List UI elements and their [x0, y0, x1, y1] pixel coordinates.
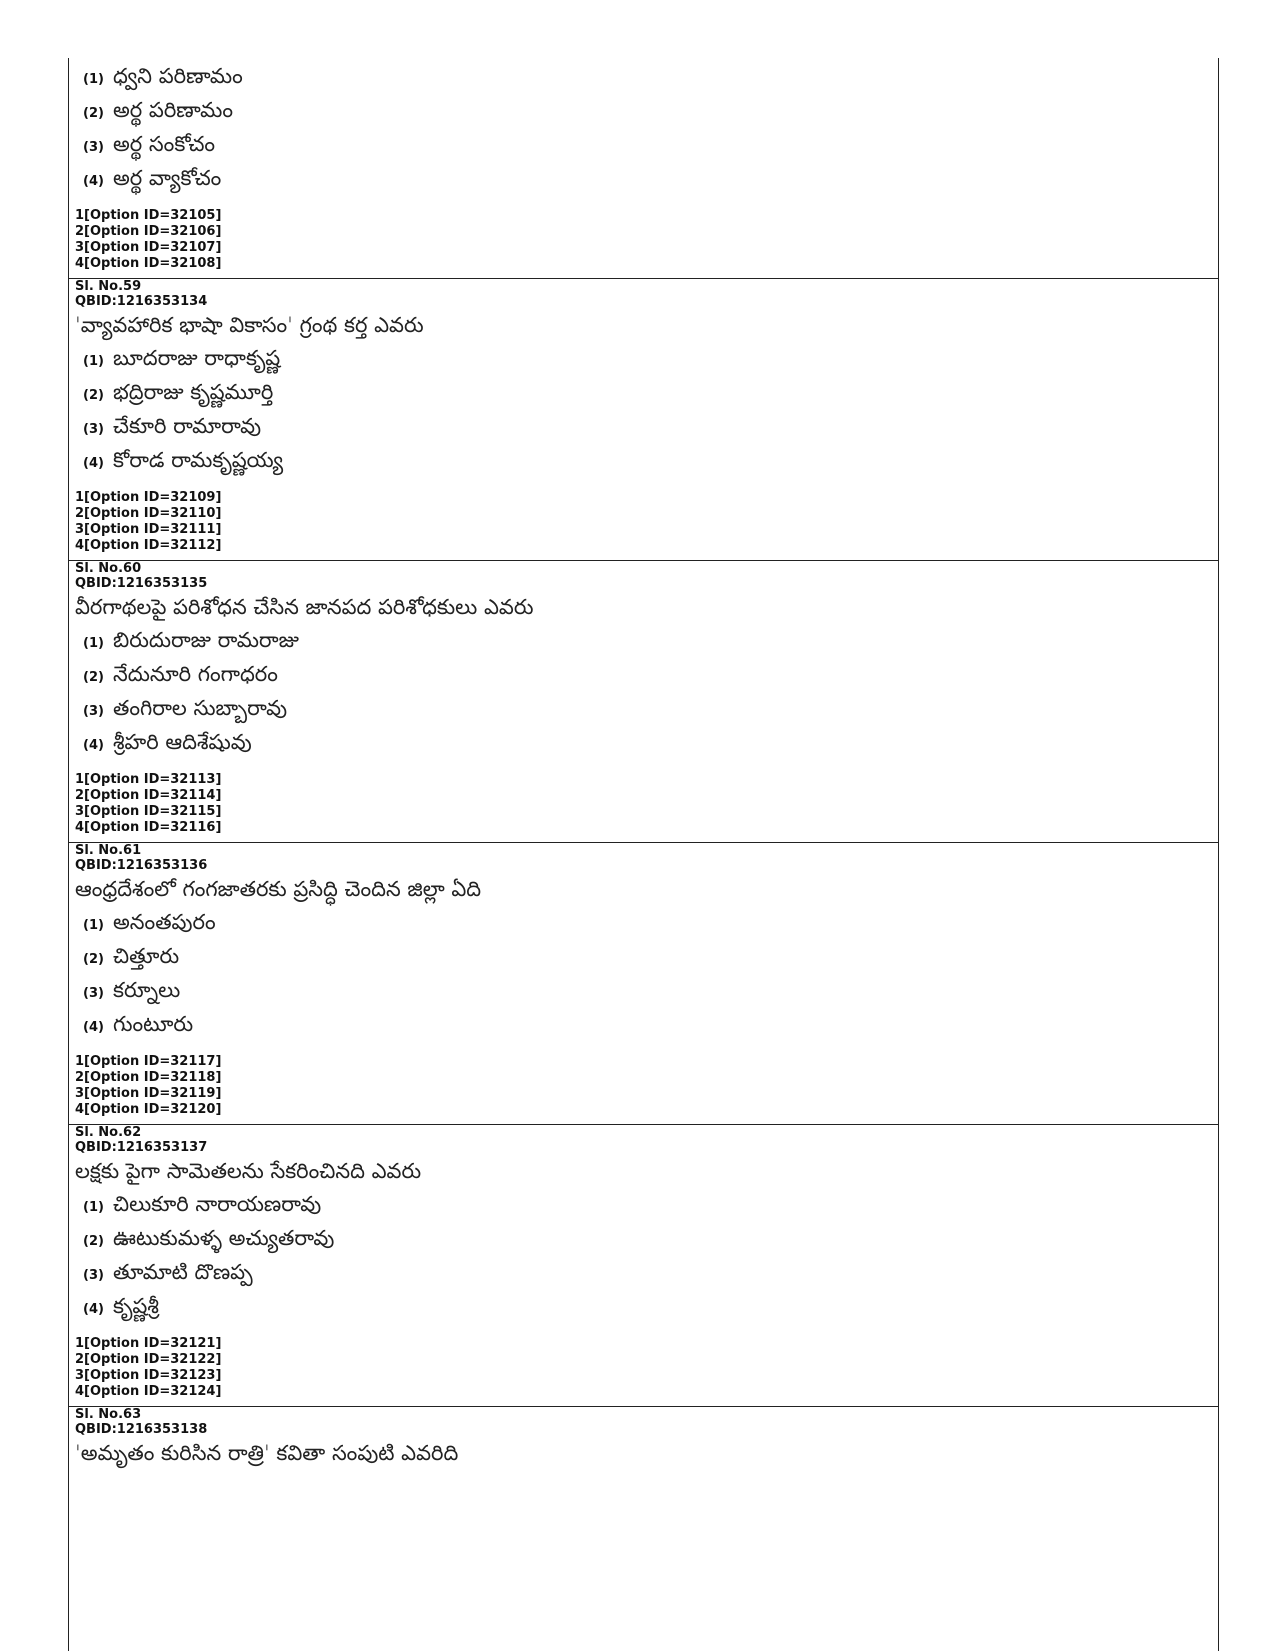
option-number: (1) — [83, 1199, 104, 1215]
option-text: కృష్ణశ్రీ — [113, 1294, 159, 1318]
option-ids — [75, 1054, 1212, 1118]
option-id: 4[Option ID=32124] — [75, 1384, 222, 1399]
option-text: శ్రీహరి ఆదిశేషువు — [113, 730, 252, 754]
option-ids — [75, 208, 1212, 272]
option — [75, 1258, 1212, 1292]
option-id: 1[Option ID=32121] — [75, 1336, 222, 1351]
question-meta — [75, 1407, 1212, 1437]
option-number: (4) — [83, 1301, 104, 1317]
option-ids — [75, 490, 1212, 554]
option-number: (4) — [83, 1019, 104, 1035]
question-block — [69, 1125, 1218, 1407]
qbid: QBID:1216353135 — [75, 576, 208, 591]
serial-number: Sl. No.63 — [75, 1407, 142, 1422]
option-number: (4) — [83, 737, 104, 753]
option — [75, 446, 1212, 480]
serial-number: Sl. No.61 — [75, 843, 142, 858]
option-number: (2) — [83, 387, 104, 403]
option — [75, 660, 1212, 694]
option-text: అర్థ సంకోచం — [113, 132, 216, 156]
option-number: (2) — [83, 1233, 104, 1249]
option — [75, 412, 1212, 446]
option-id: 1[Option ID=32113] — [75, 772, 222, 787]
option-text: కోరాడ రామకృష్ణయ్య — [113, 448, 284, 472]
option-id: 1[Option ID=32105] — [75, 208, 222, 223]
option-number: (3) — [83, 985, 104, 1001]
option-id: 3[Option ID=32107] — [75, 240, 222, 255]
option — [75, 626, 1212, 660]
option — [75, 942, 1212, 976]
option-number: (3) — [83, 421, 104, 437]
option-id: 4[Option ID=32112] — [75, 538, 222, 553]
serial-number: Sl. No.60 — [75, 561, 142, 576]
options-list — [75, 62, 1212, 198]
option — [75, 1224, 1212, 1258]
option — [75, 378, 1212, 412]
option-number: (1) — [83, 353, 104, 369]
option-text: బిరుదురాజు రామరాజు — [113, 628, 299, 652]
option-text: ఊటుకుమళ్ళ అచ్యుతరావు — [113, 1226, 335, 1250]
option — [75, 164, 1212, 198]
option-id: 4[Option ID=32120] — [75, 1102, 222, 1117]
option-text: గుంటూరు — [113, 1012, 194, 1036]
option-id: 2[Option ID=32110] — [75, 506, 222, 521]
question-block — [69, 279, 1218, 561]
option-ids — [75, 772, 1212, 836]
option-text: బూదరాజు రాధాకృష్ణ — [113, 346, 281, 370]
options-list — [75, 344, 1212, 480]
option-text: ధ్వని పరిణామం — [113, 64, 243, 88]
option-number: (3) — [83, 1267, 104, 1283]
question-block — [69, 843, 1218, 1125]
question-text: ఆంధ్రదేశంలో గంగజాతరకు ప్రసిద్ధి చెందిన జిల్లా ఏది — [75, 877, 482, 901]
options-list — [75, 1190, 1212, 1326]
option-text: తూమాటి దొణప్ప — [113, 1260, 253, 1284]
option-number: (1) — [83, 917, 104, 933]
option-id: 4[Option ID=32108] — [75, 256, 222, 271]
option — [75, 1190, 1212, 1224]
option — [75, 344, 1212, 378]
option-text: తంగిరాల సుబ్బారావు — [113, 696, 288, 720]
question-text: వీరగాథలపై పరిశోధన చేసిన జానపద పరిశోధకులు ఎవరు — [75, 595, 534, 619]
question-text: 'అమృతం కురిసిన రాత్రి' కవితా సంపుటి ఎవరిది — [75, 1441, 459, 1465]
option-text: భద్రిరాజు కృష్ణమూర్తి — [113, 380, 274, 404]
option-text: చిత్తూరు — [113, 944, 180, 968]
question-text: 'వ్యావహారిక భాషా వికాసం' గ్రంథ కర్త ఎవరు — [75, 313, 424, 337]
option — [75, 62, 1212, 96]
options-list — [75, 908, 1212, 1044]
option-number: (1) — [83, 71, 104, 87]
option-text: అర్థ వ్యాకోచం — [113, 166, 222, 190]
option — [75, 130, 1212, 164]
option — [75, 976, 1212, 1010]
option-id: 1[Option ID=32109] — [75, 490, 222, 505]
option-id: 3[Option ID=32111] — [75, 522, 222, 537]
option-number: (2) — [83, 669, 104, 685]
option-number: (3) — [83, 139, 104, 155]
option — [75, 1010, 1212, 1044]
option-text: నేదునూరి గంగాధరం — [113, 662, 278, 686]
question-paper — [68, 58, 1219, 1651]
options-list — [75, 626, 1212, 762]
option-number: (4) — [83, 173, 104, 189]
option-id: 3[Option ID=32115] — [75, 804, 222, 819]
question-block — [69, 58, 1218, 279]
question-block — [69, 1407, 1218, 1474]
option-id: 3[Option ID=32119] — [75, 1086, 222, 1101]
option-id: 3[Option ID=32123] — [75, 1368, 222, 1383]
qbid: QBID:1216353137 — [75, 1140, 208, 1155]
option-text: అనంతపురం — [113, 910, 216, 934]
qbid: QBID:1216353134 — [75, 294, 208, 309]
qbid: QBID:1216353138 — [75, 1422, 208, 1437]
question-meta — [75, 1125, 1212, 1155]
option-id: 2[Option ID=32114] — [75, 788, 222, 803]
option-text: అర్థ పరిణామం — [113, 98, 233, 122]
serial-number: Sl. No.59 — [75, 279, 142, 294]
option-number: (3) — [83, 703, 104, 719]
option-id: 2[Option ID=32122] — [75, 1352, 222, 1367]
question-meta — [75, 843, 1212, 873]
option-id: 2[Option ID=32118] — [75, 1070, 222, 1085]
option-text: చేకూరి రామారావు — [113, 414, 262, 438]
option — [75, 908, 1212, 942]
question-text: లక్షకు పైగా సామెతలను సేకరించినది ఎవరు — [75, 1159, 422, 1183]
option — [75, 96, 1212, 130]
option-text: చిలుకూరి నారాయణరావు — [113, 1192, 322, 1216]
option-id: 1[Option ID=32117] — [75, 1054, 222, 1069]
question-meta — [75, 279, 1212, 309]
option-number: (1) — [83, 635, 104, 651]
option-number: (2) — [83, 105, 104, 121]
option-text: కర్నూలు — [113, 978, 181, 1002]
option-ids — [75, 1336, 1212, 1400]
qbid: QBID:1216353136 — [75, 858, 208, 873]
option-id: 4[Option ID=32116] — [75, 820, 222, 835]
serial-number: Sl. No.62 — [75, 1125, 142, 1140]
option — [75, 694, 1212, 728]
question-block — [69, 561, 1218, 843]
option-number: (2) — [83, 951, 104, 967]
option — [75, 1292, 1212, 1326]
option — [75, 728, 1212, 762]
option-number: (4) — [83, 455, 104, 471]
question-meta — [75, 561, 1212, 591]
option-id: 2[Option ID=32106] — [75, 224, 222, 239]
